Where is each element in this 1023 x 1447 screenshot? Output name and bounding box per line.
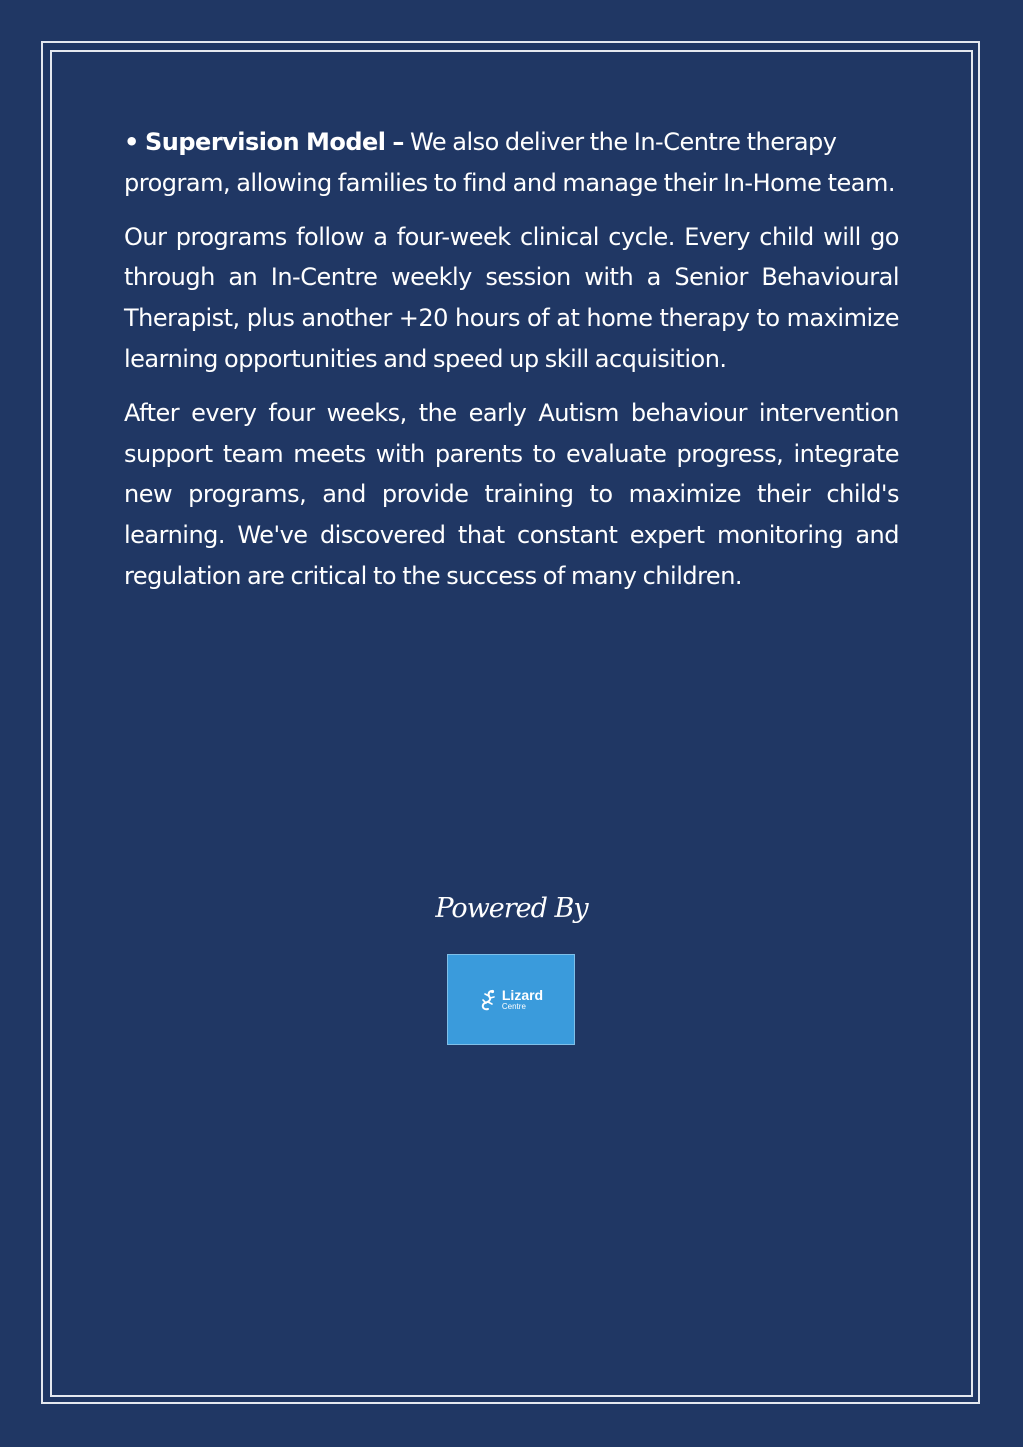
paragraph-four-week-review: After every four weeks, the early Autism behaviour intervention support team meets with parents to evaluate progress, integrate new programs, and provide training to maximize their child's learning. We've discovered that constant expert monitoring and regulation are critical to the success of many children. — [124, 398, 899, 590]
powered-by-label: Powered By — [435, 893, 588, 924]
lizard-icon — [479, 989, 499, 1011]
bullet: • — [124, 128, 139, 156]
logo-name: Lizard — [501, 987, 544, 1003]
logo-subtitle: Centre — [501, 1002, 526, 1011]
document-body — [124, 122, 899, 610]
supervision-model-text: We also deliver the In-Centre therapy program, allowing families to find and manage their In-Home team. — [124, 128, 895, 197]
paragraph-clinical-cycle: Our programs follow a four-week clinical cycle. Every child will go through an In-Centre weekly session with a Senior Behavioural Therapist, plus another +20 hours of at home therapy to maximize learning opportunities and speed up skill acquisition. — [124, 222, 899, 373]
paragraph-supervision-model — [124, 122, 899, 204]
lizard-centre-logo — [447, 954, 575, 1045]
supervision-model-heading: Supervision Model – — [144, 128, 404, 156]
